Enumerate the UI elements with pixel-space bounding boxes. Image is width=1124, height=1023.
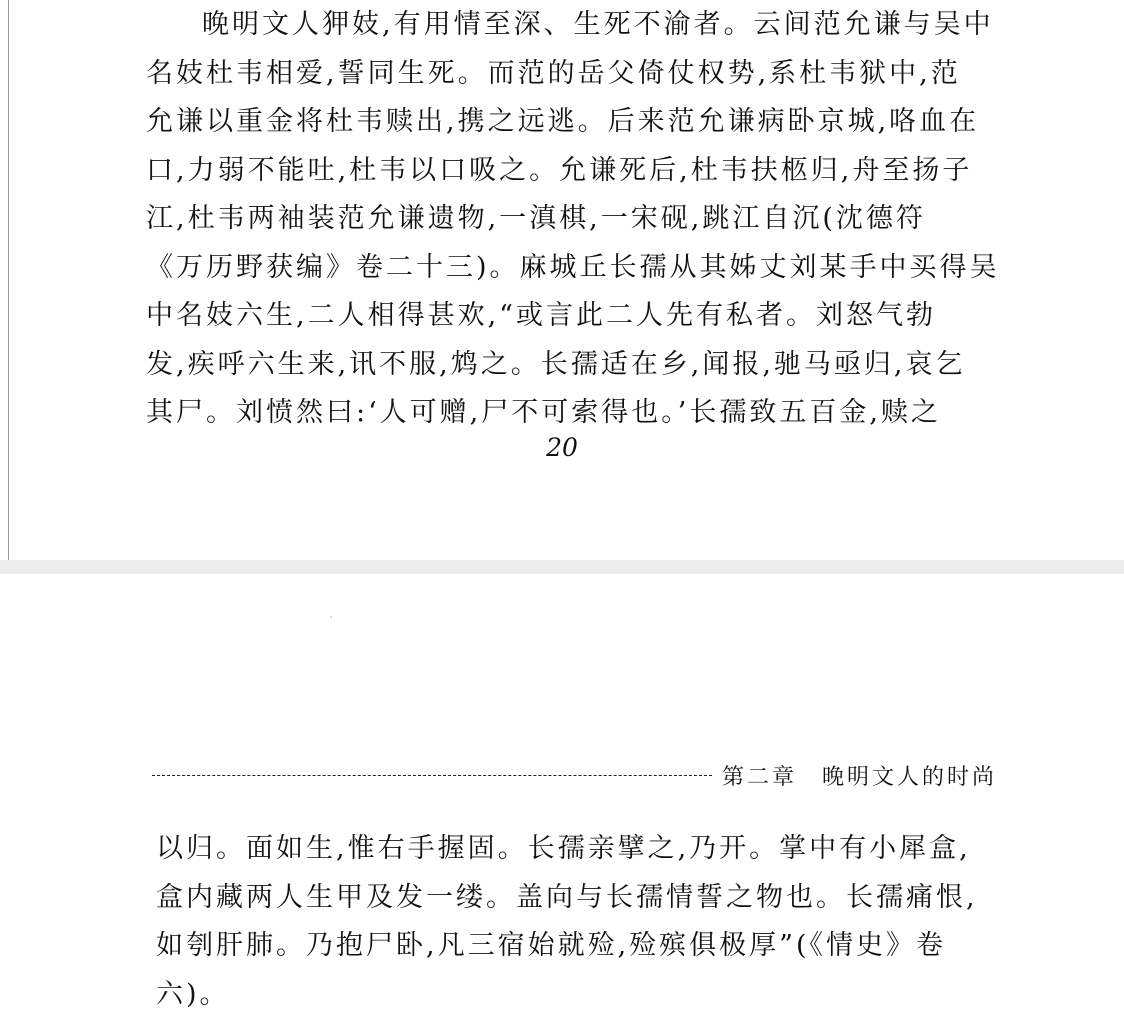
page-edge [8,0,9,560]
text-line: 晚明文人狎妓,有用情至深、生死不渝者。云间范允谦与吴中 [202,9,994,40]
text-line: 允谦以重金将杜韦赎出,携之远逃。后来范允谦病卧京城,咯血在 [146,106,980,137]
text-line: 六)。 [156,978,230,1010]
page-separator [0,560,1124,574]
text-line: 江,杜韦两袖装范允谦遗物,一滇棋,一宋砚,跳江自沉(沈德符 [146,203,926,234]
text-line: 名妓杜韦相爱,誓同生死。而范的岳父倚仗权势,系杜韦狱中,范 [146,57,961,89]
page-number: 20 [546,433,578,462]
text-line: 如刳肝肺。乃抱尸卧,凡三宿始就殓,殓殡俱极厚”(《情史》卷 [156,930,947,961]
body-paragraph [156,825,978,1019]
body-paragraph [146,1,1000,438]
chapter-title: 第二章 晚明文人的时尚 [721,764,997,790]
text-line: 口,力弱不能吐,杜韦以口吸之。允谦死后,杜韦扶柩归,舟至扬子 [146,154,973,186]
text-line: 中名妓六生,二人相得甚欢,“或言此二人先有私者。刘怒气勃 [146,300,936,331]
dotted-rule [152,775,712,776]
text-line: 《万历野获编》卷二十三)。麻城丘长孺从其姊丈刘某手中买得吴 [146,251,1000,283]
text-line: 发,疾呼六生来,讯不服,鸩之。长孺适在乡,闻报,驰马亟归,哀乞 [146,348,966,380]
scan-speck [330,616,332,618]
running-head [152,760,997,790]
text-line: 以归。面如生,惟右手握固。长孺亲擘之,乃开。掌中有小犀盒, [156,833,971,864]
text-line: 盒内藏两人生甲及发一缕。盖向与长孺情誓之物也。长孺痛恨, [156,881,978,913]
text-line: 其尸。刘愤然曰:‘人可赠,尸不可索得也。’长孺致五百金,赎之 [146,397,941,428]
